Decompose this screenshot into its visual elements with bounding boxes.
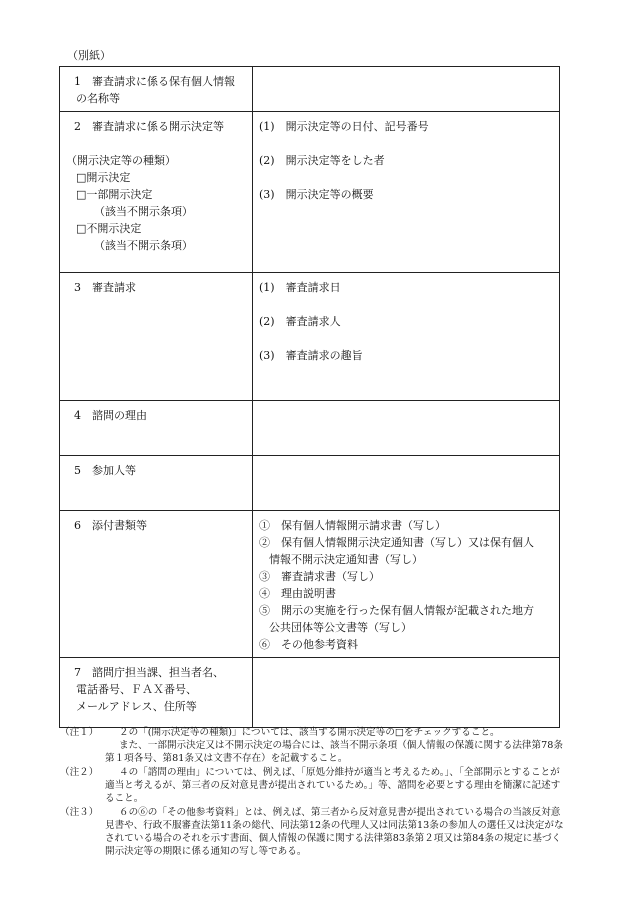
note-2-label: （注２） [60, 767, 99, 778]
checkbox-partial-disclosure[interactable]: □ [76, 188, 87, 201]
note-3-line-1: ６の⑥の「その他参考資料」とは、例えば、第三者から反対意見書が提出されている場合の当該反対意見書や、行政不服審査法第11条の総代、同法第12条の代理人又は同法第13条の参加人の選任又は決定がなされている場合のそれを示す書面、個人情報の保護に関する法律第83条第２項又は第84条の規定に基づく開示決定等の期限に係る通知の写し等である。 [105, 807, 564, 857]
note-3-body [105, 806, 565, 858]
row-4 [60, 401, 560, 456]
option-disclosure [66, 169, 246, 186]
attachment-item-5-cont: 公共団体等公文書等（写し） [269, 621, 412, 634]
decision-maker-item: (2) 開示決定等をした者 [259, 154, 385, 167]
decision-summary-item: (3) 開示決定等の概要 [259, 188, 374, 201]
row-6-value-cell[interactable] [253, 511, 560, 658]
note-1-line-2: また、一部開示決定又は不開示決定の場合には、該当不開示条項（個人情報の保護に関する法律第78条第１項各号、第81条又は文書不存在）を記載すること。 [105, 740, 563, 764]
row-1-label-cell [60, 67, 253, 112]
note-3-label: （注３） [60, 807, 99, 818]
row-3 [60, 273, 560, 401]
note-1 [60, 726, 565, 765]
row-1-value-cell[interactable] [253, 67, 560, 112]
row-5-label-cell [60, 456, 253, 511]
decision-date-item: (1) 開示決定等の日付、記号番号 [259, 120, 429, 133]
checkbox-nondisclosure[interactable]: □ [76, 222, 87, 235]
row-7-label-cell [60, 658, 253, 728]
row-6-label-cell [60, 511, 253, 658]
note-2-line-1: ４の「諮問の理由」については、例えば、「原処分維持が適当と考えるため。」、「全部開示とすることが適当と考えるが、第三者の反対意見書が提出されているため。」等、諮問を必要とする理由を簡潔に記述すること。 [105, 767, 561, 804]
row-2 [60, 112, 560, 273]
inquiry-form-table [59, 66, 560, 728]
row-6 [60, 511, 560, 658]
row-7 [60, 658, 560, 728]
request-purpose-item: (3) 審査請求の趣旨 [259, 349, 363, 362]
page-label: （別紙） [67, 49, 111, 62]
row-3-value-cell[interactable] [253, 273, 560, 401]
note-1-line-1: ２の「(開示決定等の種類)」については、該当する開示決定等の□をチェックすること。 [119, 727, 500, 738]
row-6-label: 6 添付書類等 [74, 519, 147, 532]
nondisclosure-clause-note: （該当不開示条項） [94, 239, 193, 252]
partial-clause-note: （該当不開示条項） [94, 205, 193, 218]
attachment-item-2-cont: 情報不開示決定通知書（写し） [269, 553, 423, 566]
decision-type-heading: （開示決定等の種類） [66, 154, 176, 167]
note-2 [60, 766, 565, 805]
row-5-label: 5 参加人等 [74, 464, 136, 477]
requester-item: (2) 審査請求人 [259, 315, 341, 328]
attachment-item-6: ⑥ その他参考資料 [259, 638, 358, 651]
row-7-label-line-3: メールアドレス、住所等 [76, 700, 197, 713]
option-partial-disclosure [66, 186, 246, 203]
attachment-item-1: ① 保有個人情報開示請求書（写し） [259, 519, 446, 532]
note-1-label: （注１） [60, 727, 99, 738]
row-1 [60, 67, 560, 112]
row-7-label-line-2: 電話番号、ＦＡＸ番号、 [76, 683, 197, 696]
attachment-item-4: ④ 理由説明書 [259, 587, 336, 600]
option-partial-disclosure-label: 一部開示決定 [86, 188, 153, 201]
row-5 [60, 456, 560, 511]
row-4-value-cell[interactable] [253, 401, 560, 456]
row-1-label-line-2: の名称等 [76, 92, 120, 105]
note-3 [60, 806, 565, 858]
row-3-label: 3 審査請求 [74, 281, 136, 294]
row-7-label-line-1: 7 諮問庁担当課、担当者名、 [74, 666, 224, 679]
attachment-item-2: ② 保有個人情報開示決定通知書（写し）又は保有個人 [259, 536, 534, 549]
row-7-value-cell[interactable] [253, 658, 560, 728]
option-nondisclosure [66, 220, 246, 237]
note-1-body [105, 726, 565, 765]
row-4-label-cell [60, 401, 253, 456]
row-3-label-cell [60, 273, 253, 401]
row-2-label-cell [60, 112, 253, 273]
option-nondisclosure-label: 不開示決定 [86, 222, 142, 235]
attachment-item-3: ③ 審査請求書（写し） [259, 570, 380, 583]
row-2-title: 2 審査請求に係る開示決定等 [74, 120, 224, 133]
attachment-item-5: ⑤ 開示の実施を行った保有個人情報が記載された地方 [259, 604, 534, 617]
notes-section [60, 726, 565, 859]
note-2-body [105, 766, 565, 805]
option-disclosure-label: 開示決定 [86, 171, 131, 184]
row-4-label: 4 諮問の理由 [74, 409, 147, 422]
row-5-value-cell[interactable] [253, 456, 560, 511]
checkbox-disclosure[interactable]: □ [76, 171, 87, 184]
row-2-value-cell[interactable] [253, 112, 560, 273]
request-date-item: (1) 審査請求日 [259, 281, 341, 294]
row-1-label-line-1: 1 審査請求に係る保有個人情報 [74, 75, 235, 88]
